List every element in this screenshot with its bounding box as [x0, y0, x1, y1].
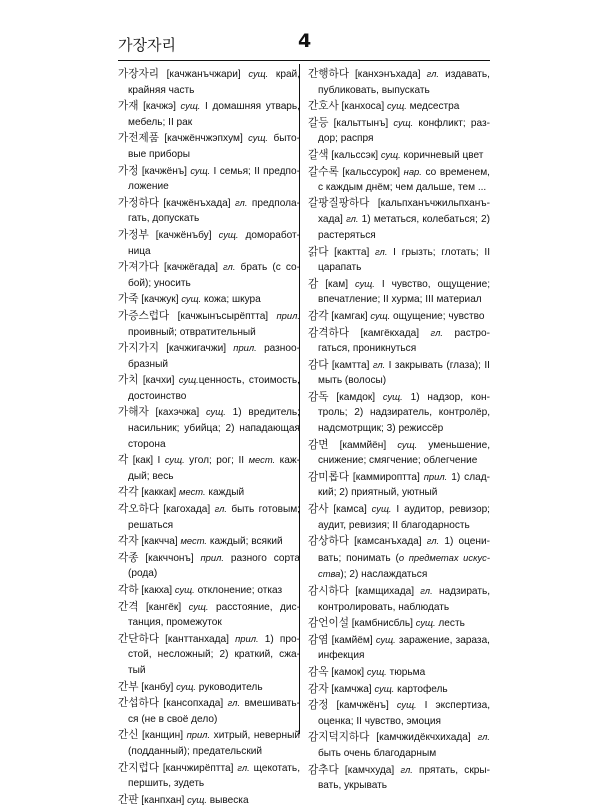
transcription: [канхоса]	[338, 101, 387, 113]
transcription: [кагохада]	[158, 504, 215, 516]
transcription: [камтта]	[328, 359, 373, 371]
usage-note: о предметах искусства	[318, 551, 490, 580]
transcription: [камса]	[328, 504, 372, 516]
definition-text: домоработница	[128, 229, 300, 257]
dictionary-entry	[118, 340, 300, 372]
headword: 간행하다	[308, 68, 349, 80]
transcription: [каммироптта]	[348, 471, 424, 483]
transcription: [камгак]	[328, 310, 371, 322]
transcription: [канщин]	[138, 730, 187, 742]
grammar-label: сущ.	[375, 633, 396, 645]
definition-text: уменьшение, снижение; смягчение; облегчение	[318, 439, 490, 467]
dictionary-entry	[118, 308, 300, 340]
definition-text: ощущение; чувство	[390, 310, 485, 322]
dictionary-entry	[308, 664, 490, 681]
headword: 가해자	[118, 406, 149, 419]
definition-text: заражение, зараза, инфекция	[318, 634, 490, 662]
grammar-label: гл.	[430, 326, 443, 338]
dictionary-entry	[308, 583, 490, 615]
headword: 각	[118, 454, 129, 467]
grammar-label: сущ.	[164, 454, 185, 466]
dictionary-entry	[308, 469, 490, 501]
definition-text: I аудитор, ревизор; аудит, ревизия; II благодарность	[318, 504, 490, 531]
grammar-label: гл.	[223, 261, 236, 273]
transcription: [качжынъсырёптта]	[169, 310, 277, 322]
definition-text: 1) вредитель; насильник; убийца; 2) нападающая сторона	[128, 407, 300, 450]
grammar-label: сущ.	[396, 699, 417, 711]
transcription: [камйём]	[328, 634, 376, 646]
grammar-label: сущ.	[188, 600, 209, 612]
grammar-label: мест.	[248, 454, 276, 466]
dictionary-entry	[118, 452, 300, 484]
grammar-label: прил.	[200, 551, 224, 563]
transcription: [камщихада]	[348, 586, 421, 597]
dictionary-entry	[118, 130, 300, 162]
grammar-label: сущ.	[382, 390, 403, 402]
definition-text: ); 2) наслаждаться	[340, 569, 428, 581]
definition-text: быть готовым; решаться	[128, 504, 300, 531]
grammar-label: прил.	[186, 729, 211, 741]
transcription: [какччонъ]	[138, 552, 201, 564]
grammar-label: гл.	[237, 761, 250, 773]
headword: 가져가다	[118, 261, 159, 274]
headword: 갈등	[308, 116, 329, 129]
transcription: [качжанъчжари]	[158, 69, 249, 80]
left-column	[118, 66, 300, 808]
dictionary-entry	[308, 164, 490, 196]
definition-text: 1) метаться, колебаться; 2) растеряться	[318, 214, 490, 241]
dictionary-entry	[118, 792, 300, 808]
grammar-label: сущ.	[370, 309, 391, 321]
dictionary-entry	[308, 762, 490, 794]
grammar-label: сущ.	[415, 617, 436, 629]
dictionary-entry	[118, 695, 300, 727]
dictionary-entry	[308, 437, 490, 469]
transcription: [качжёнъбу]	[148, 229, 219, 241]
transcription: [камчжёнъ]	[328, 700, 397, 712]
definition-text: 1) надзор, контроль; 2) надзиратель, контролёр, надсмотрщик; 3) режиссёр	[318, 391, 490, 435]
dictionary-entry	[118, 550, 300, 582]
transcription: [кактта]	[328, 246, 376, 258]
dictionary-entry	[118, 227, 300, 259]
dictionary-entry	[118, 679, 300, 696]
grammar-label: гл.	[426, 68, 440, 79]
grammar-label: сущ.	[178, 374, 199, 386]
dictionary-entry	[118, 631, 300, 679]
headword: 감추다	[308, 763, 339, 776]
headword: 간단하다	[118, 632, 159, 645]
dictionary-entry	[308, 98, 490, 115]
grammar-label: прил.	[233, 342, 257, 354]
headword: 감옥	[308, 665, 329, 678]
page-number: 4	[298, 30, 312, 52]
dictionary-entry	[308, 357, 490, 389]
grammar-label: нар.	[403, 165, 422, 177]
transcription: [кальпханъчжильпханъхада]	[318, 197, 490, 226]
grammar-label: сущ.	[181, 293, 202, 305]
dictionary-entry	[118, 372, 300, 404]
grammar-label: гл.	[214, 503, 227, 515]
grammar-label: сущ.	[393, 116, 414, 128]
definition-text: растрогаться, проникнуться	[318, 327, 490, 355]
grammar-label: гл.	[400, 763, 413, 775]
transcription: [канпхан]	[138, 794, 188, 806]
headword: 가정부	[118, 228, 149, 241]
headword: 각각	[118, 486, 139, 499]
grammar-label: мест.	[180, 535, 208, 547]
grammar-label: прил.	[423, 470, 448, 482]
definition-text: I домашняя утварь, мебель; II рак	[128, 101, 300, 128]
transcription: [камдок]	[328, 391, 383, 403]
dictionary-entry	[118, 582, 300, 599]
headword: 가치	[118, 374, 139, 387]
grammar-label: прил.	[235, 632, 259, 644]
headword: 각하	[118, 584, 139, 596]
headword: 감	[308, 277, 319, 290]
headword: 갈수록	[308, 165, 339, 178]
transcription: [качжэ]	[138, 101, 181, 113]
transcription: [камчхуда]	[338, 764, 401, 776]
headword: 감사	[308, 503, 329, 516]
dictionary-entry	[308, 147, 490, 164]
headword: 감지덕지하다	[308, 731, 370, 744]
grammar-label: сущ.	[248, 132, 269, 144]
headword: 가정	[118, 164, 139, 177]
headword: 각자	[118, 535, 139, 548]
page-header	[118, 30, 490, 60]
definition-text: вмешиваться (не в своё дело)	[128, 698, 300, 725]
grammar-label: сущ.	[187, 793, 207, 805]
transcription: [кальттынъ]	[328, 117, 394, 129]
definition-text: хитрый, неверный (подданный); предательский	[128, 730, 300, 757]
grammar-label: сущ.	[205, 406, 226, 418]
transcription: [какчча]	[138, 536, 181, 548]
definition-text: предполагать, допускать	[128, 197, 300, 225]
definition-text: медсестра	[406, 101, 460, 113]
definition-text: издавать, публиковать, выпускать	[318, 69, 490, 96]
headword: 가죽	[118, 293, 139, 306]
headword: 감정	[308, 699, 329, 712]
headword: 감각	[308, 309, 329, 322]
definition-text: конфликт; раздор; распря	[318, 117, 490, 145]
headword: 간판	[118, 793, 139, 806]
definition-text: вывеска	[206, 794, 249, 806]
column-divider	[299, 64, 300, 734]
definition-text: надзирать, контролировать, наблюдать	[318, 586, 491, 613]
dictionary-entry	[118, 760, 300, 792]
grammar-label: мест.	[179, 486, 206, 498]
headword: 갈색	[308, 148, 329, 161]
dictionary-entry	[308, 615, 490, 632]
headword: 가장자리	[118, 68, 159, 80]
dictionary-entry	[308, 196, 490, 244]
definition-text: лесть	[435, 618, 465, 630]
headword: 감염	[308, 633, 329, 646]
dictionary-entry	[308, 729, 490, 761]
headword: 감격하다	[308, 326, 349, 339]
transcription: [качжёнъхада]	[158, 197, 236, 209]
transcription: [камчжидёкчхихада]	[369, 732, 478, 744]
dictionary-entry	[118, 727, 300, 759]
definition-text: I закрывать (глаза); II мыть (волосы)	[318, 359, 490, 387]
definition-text: каждый; всякий	[207, 536, 283, 548]
definition-text: каждый	[205, 487, 245, 499]
dictionary-entry	[118, 484, 300, 501]
definition-text: быть очень благодарным	[318, 747, 437, 759]
grammar-label: сущ.	[371, 503, 392, 515]
definition-text: 1) оценивать; понимать (	[318, 536, 490, 564]
grammar-label: гл.	[477, 731, 490, 743]
grammar-label: сущ.	[176, 680, 196, 692]
grammar-label: гл.	[372, 358, 386, 370]
grammar-label: сущ.	[374, 682, 395, 694]
headword: 감독	[308, 390, 329, 403]
definition-text: брать (с собой); уносить	[128, 262, 301, 289]
transcription: [кансопхада]	[158, 698, 228, 710]
dictionary-entry	[308, 697, 490, 729]
dictionary-entry	[308, 389, 490, 437]
transcription: [кам]	[318, 278, 355, 290]
headword: 가증스럽다	[118, 309, 170, 322]
definition-text: I чувство, ощущение; впечатление; II хурма; III материал	[318, 278, 490, 306]
definition-text: прятать, скрывать, укрывать	[318, 764, 490, 792]
definition-text: коричневый цвет	[400, 149, 484, 161]
grammar-label: гл.	[227, 697, 241, 709]
dictionary-entry	[118, 259, 300, 291]
definition-text: руководитель	[195, 681, 263, 693]
dictionary-entry	[308, 308, 490, 325]
grammar-label: сущ.	[380, 148, 401, 160]
headword: 각오하다	[118, 503, 159, 516]
definition-text: щекотать, першить, зудеть	[128, 762, 300, 790]
definition-text: угол; рог; II	[184, 455, 249, 467]
definition-text: расстояние, дистанция, промежуток	[128, 601, 300, 629]
dictionary-entry	[118, 533, 300, 550]
definition-text: край, крайняя часть	[128, 69, 300, 96]
definition-text: со временем, с каждым днём; чем дальше, тем ...	[318, 166, 490, 194]
headword: 감시하다	[308, 585, 349, 597]
definition-text: каждый; весь	[128, 455, 301, 482]
dictionary-entry	[308, 632, 490, 664]
dictionary-entry	[308, 681, 490, 698]
dictionary-entry	[118, 501, 300, 533]
transcription: [кальссэк]	[328, 149, 381, 161]
transcription: [камок]	[328, 666, 367, 678]
transcription: [канттанхада]	[158, 633, 236, 645]
grammar-label: гл.	[426, 535, 440, 547]
headword: 감언이설	[308, 617, 349, 630]
headword: 갈팡질팡하다	[308, 196, 370, 209]
dictionary-entry	[118, 195, 300, 227]
transcription: [качжигачжи]	[158, 343, 234, 355]
definition-text: кожа; шкура	[201, 294, 261, 306]
header-rule	[118, 60, 490, 61]
transcription: [кангёк]	[138, 601, 189, 613]
definition-text: разного сорта (рода)	[128, 552, 301, 580]
headword: 각종	[118, 551, 139, 564]
dictionary-entry	[308, 501, 490, 533]
definition-text: тюрьма	[386, 666, 426, 678]
transcription: [качжёгада]	[158, 262, 224, 274]
headword: 간지럽다	[118, 761, 159, 774]
definition-text: I семья; II предположение	[128, 165, 300, 193]
definition-text: ценность, стоимость, достоинство	[128, 375, 300, 402]
headword: 간호사	[308, 100, 339, 113]
right-column	[308, 66, 490, 794]
headword: 감자	[308, 682, 329, 695]
grammar-label: сущ.	[180, 100, 201, 112]
grammar-label: сущ.	[366, 665, 387, 677]
definition-text: картофель	[394, 683, 448, 695]
transcription: [качжук]	[138, 294, 182, 306]
transcription: [качжёнъ]	[138, 165, 191, 177]
dictionary-entry	[118, 404, 300, 452]
transcription: [камсанъхада]	[348, 536, 427, 548]
dictionary-entry	[118, 599, 300, 631]
definition-text: отклонение; отказ	[194, 585, 283, 596]
transcription: [камбнисбль]	[348, 618, 416, 630]
headword: 간신	[118, 729, 139, 742]
guide-word: 가장자리	[118, 36, 176, 54]
grammar-label: сущ.	[218, 228, 239, 240]
transcription: [камгёкхада]	[348, 327, 431, 339]
grammar-label: сущ.	[355, 277, 375, 289]
dictionary-entry	[118, 163, 300, 195]
grammar-label: сущ.	[190, 164, 211, 176]
dictionary-entry	[308, 244, 490, 276]
definition-text: 1) сладкий; 2) приятный, уютный	[318, 471, 490, 499]
headword: 감면	[308, 438, 329, 451]
dictionary-entry	[118, 291, 300, 308]
definition-text: бытовые приборы	[128, 133, 300, 160]
grammar-label: сущ.	[397, 438, 418, 450]
definition-text: I экспертиза, оценка; II чувство, эмоция	[318, 700, 491, 727]
grammar-label: гл.	[420, 585, 433, 596]
headword: 감미롭다	[308, 470, 349, 483]
definition-text: I грызть; глотать; II царапать	[318, 246, 491, 274]
headword: 갉다	[308, 245, 329, 258]
transcription: [качхи]	[138, 375, 179, 387]
definition-text: I	[157, 455, 165, 467]
dictionary-entry	[308, 276, 490, 308]
transcription: [канчжирёптта]	[158, 762, 238, 774]
definition-text: 1) простой, несложный; 2) краткий, сжатый	[128, 633, 300, 676]
headword: 가전제품	[118, 132, 159, 145]
grammar-label: гл.	[346, 213, 359, 225]
headword: 감상하다	[308, 535, 349, 548]
headword: 가재	[118, 100, 139, 113]
transcription: [качжёнчжэпхум]	[158, 133, 249, 145]
transcription: [канхэнъхада]	[348, 69, 427, 80]
definition-text: разнообразный	[128, 343, 300, 370]
grammar-label: гл.	[235, 196, 248, 208]
dictionary-entry	[308, 325, 490, 357]
transcription: [каммйён]	[328, 439, 398, 451]
dictionary-entry	[308, 115, 490, 147]
grammar-label: гл.	[375, 245, 388, 257]
transcription: [каккак]	[138, 487, 180, 499]
grammar-label: сущ.	[248, 68, 269, 79]
dictionary-entry	[308, 533, 490, 583]
dictionary-entry	[118, 66, 300, 98]
transcription: [кальссурок]	[338, 166, 404, 178]
dictionary-entry	[118, 98, 300, 130]
headword: 가정하다	[118, 196, 159, 209]
grammar-label: сущ.	[174, 584, 195, 595]
headword: 간섭하다	[118, 697, 159, 710]
transcription: [как]	[128, 455, 158, 467]
transcription: [кахэчжа]	[148, 407, 206, 419]
grammar-label: прил.	[276, 309, 300, 321]
dictionary-entry	[308, 66, 490, 98]
grammar-label: сущ.	[386, 100, 407, 112]
transcription: [какха]	[138, 585, 175, 596]
headword: 감다	[308, 358, 329, 371]
transcription: [канбу]	[138, 681, 177, 693]
headword: 가지가지	[118, 342, 159, 355]
headword: 간부	[118, 680, 139, 693]
transcription: [камчжа]	[328, 683, 375, 695]
definition-text: проивный; отвратительный	[128, 326, 256, 338]
headword: 간격	[118, 600, 139, 613]
